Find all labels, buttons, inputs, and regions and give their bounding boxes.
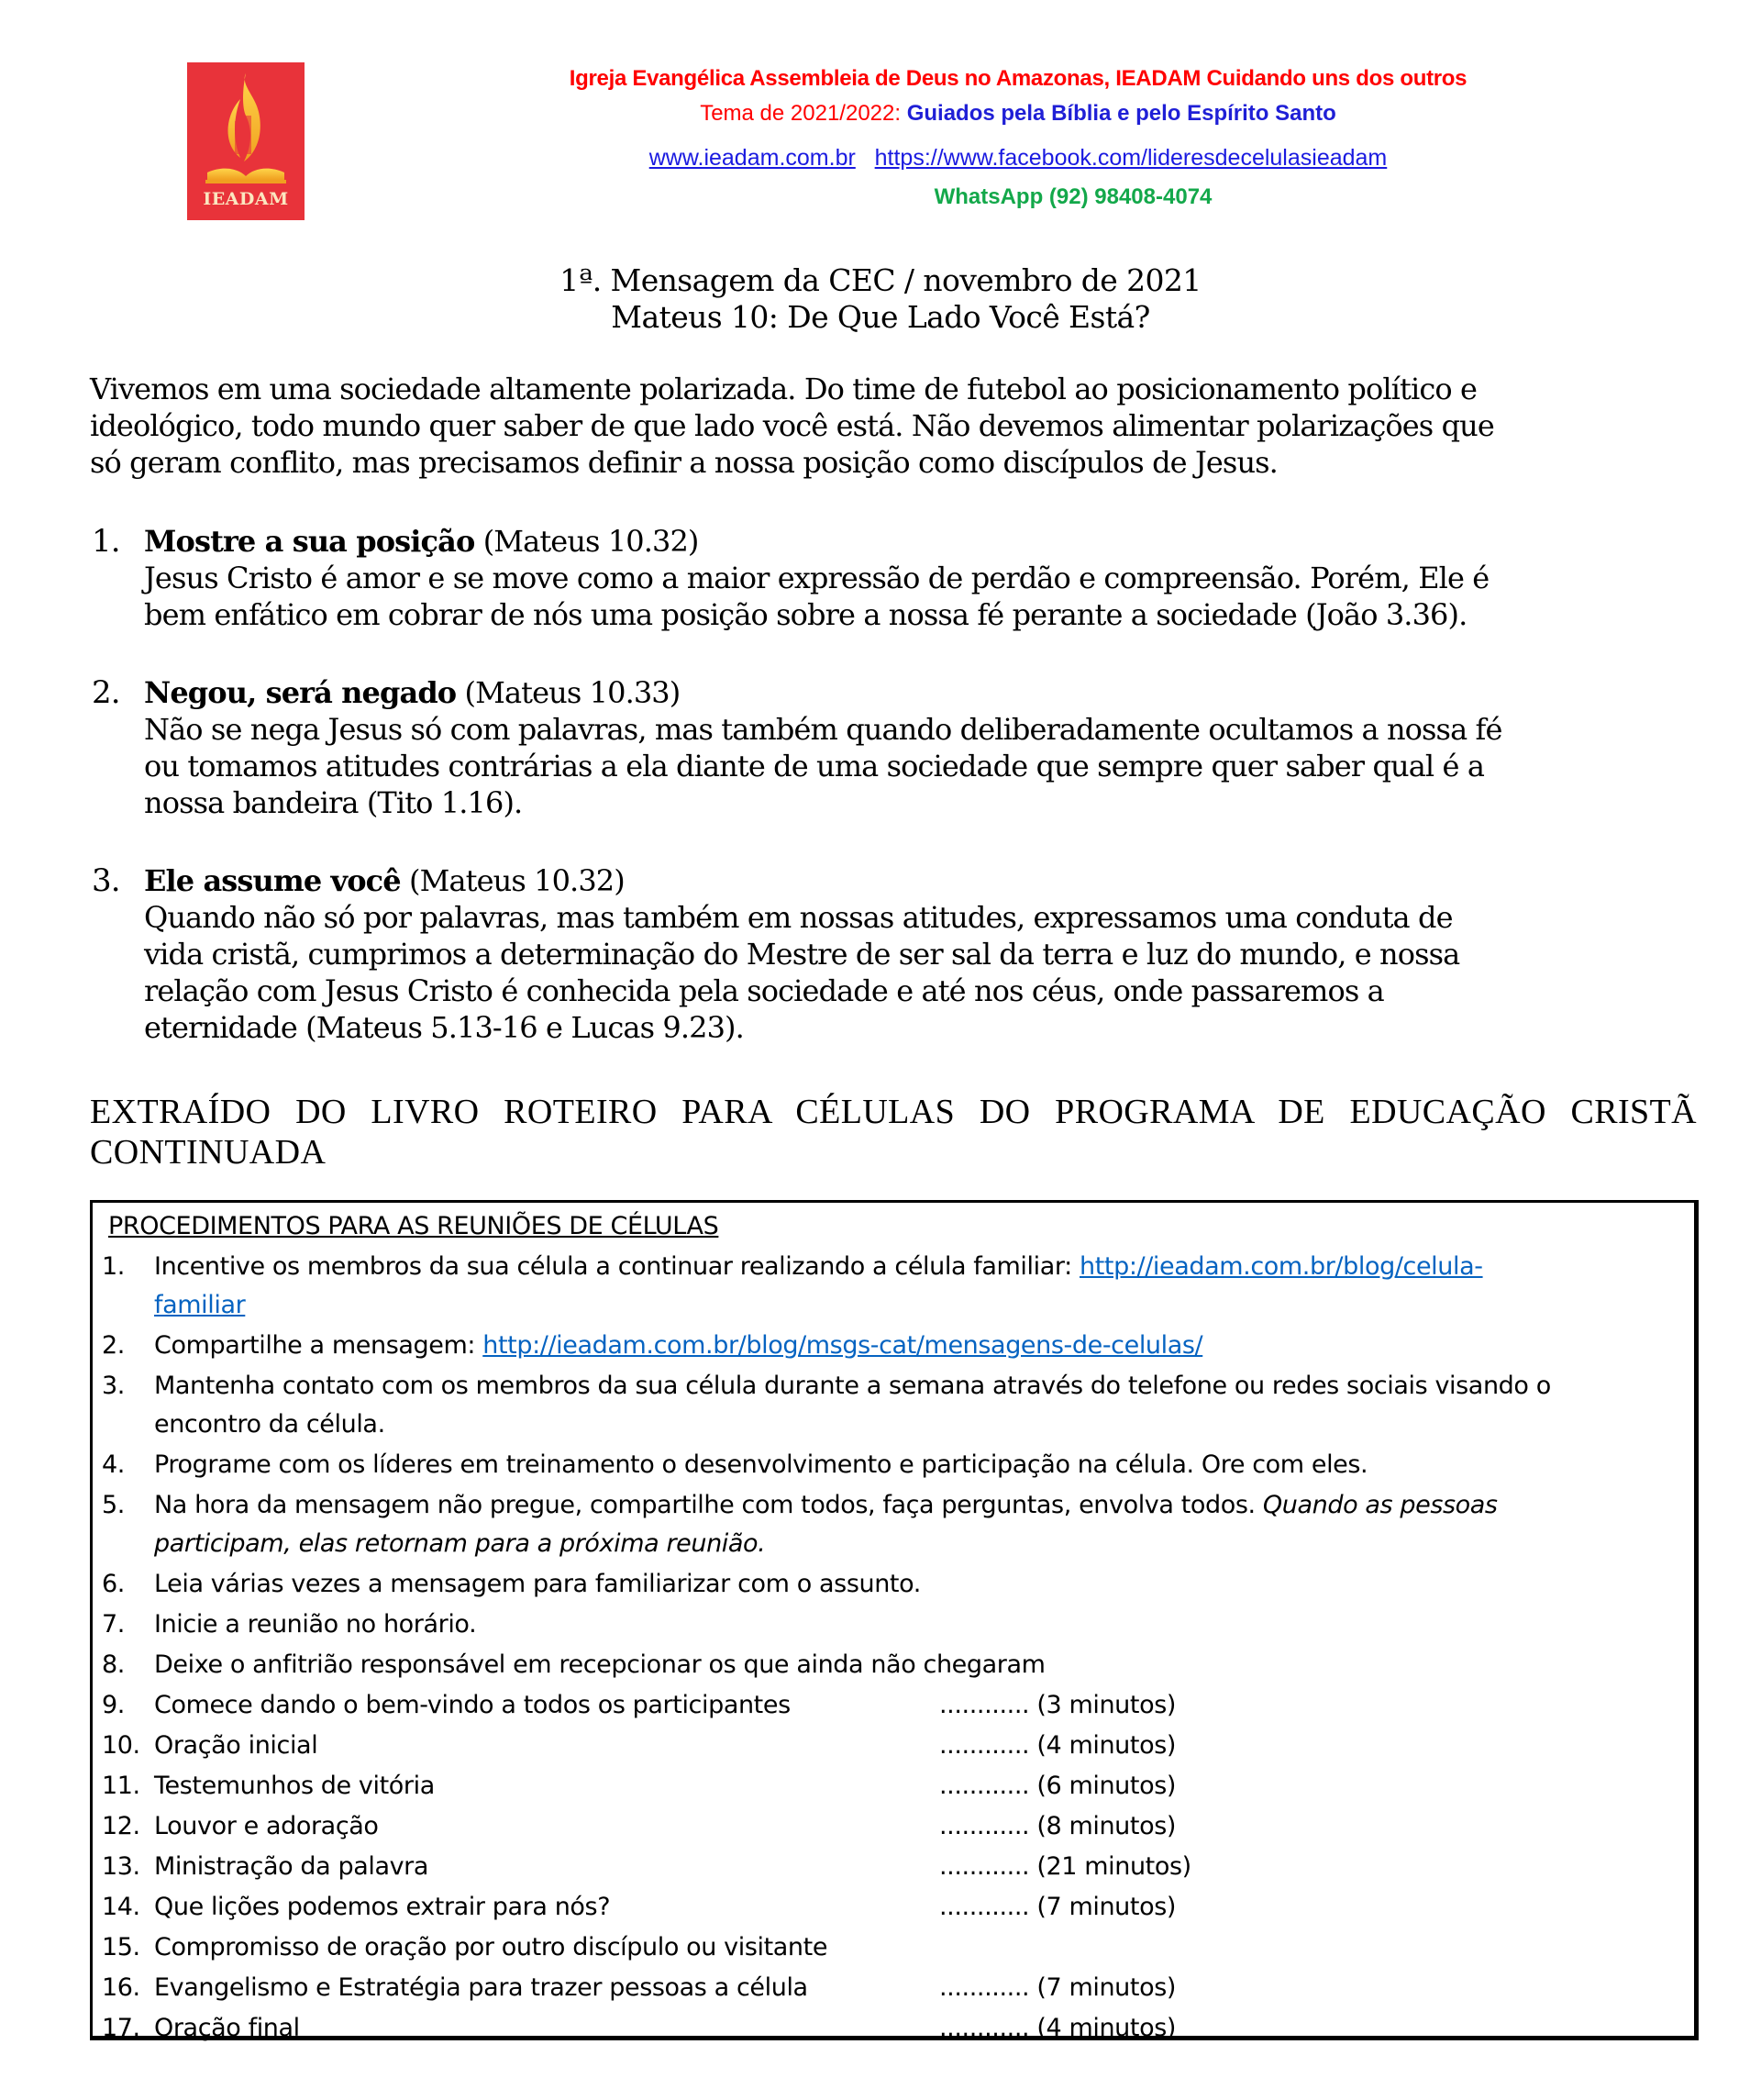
item-text: Leia várias vezes a mensagem para familiarizar com o assunto.: [154, 1570, 921, 1598]
item-text-content: Compartilhe a mensagem:: [154, 1331, 483, 1360]
celula-familiar-link-cont[interactable]: familiar: [154, 1291, 246, 1319]
point-body: [144, 899, 1459, 1046]
point-line: Quando não só por palavras, mas também em nossas atitudes, expressamos uma conduta de: [144, 900, 1453, 935]
extract-line-1: EXTRAÍDO DO LIVRO ROTEIRO PARA CÉLULAS DO PROGRAMA DE EDUCAÇÃO CRISTÃ: [90, 1093, 1697, 1131]
item-number: 5.: [102, 1491, 125, 1519]
intro-line: Vivemos em uma sociedade altamente polarizada. Do time de futebol ao posicionamento político e: [90, 372, 1478, 406]
item-number: 10.: [102, 1731, 140, 1760]
point-reference: (Mateus 10.32): [400, 863, 625, 898]
item-text-content: Na hora da mensagem não pregue, compartilhe com todos, faça perguntas, envolva todos.: [154, 1491, 1263, 1519]
point-number: 3.: [92, 862, 120, 899]
item-duration: ............ (7 minutos): [939, 1893, 1177, 1921]
item-text: Louvor e adoração: [154, 1812, 379, 1840]
item-number: 2.: [102, 1331, 125, 1360]
point-reference: (Mateus 10.32): [474, 524, 699, 559]
item-number: 7.: [102, 1610, 125, 1639]
theme-value: Guiados pela Bíblia e pelo Espírito Santo: [906, 101, 1336, 126]
procedures-box: [90, 1200, 1699, 2040]
item-text: [154, 1326, 1202, 1366]
item-number: 1.: [102, 1252, 125, 1281]
item-text: Programe com os líderes em treinamento o desenvolvimento e participação na célula. Ore com eles.: [154, 1450, 1368, 1479]
point-heading-bold: Ele assume você: [144, 863, 401, 898]
item-text: Mantenha contato com os membros da sua célula durante a semana através do telefone ou redes sociais visando o: [154, 1372, 1551, 1400]
item-text: [154, 1247, 1483, 1287]
point-heading: [144, 674, 680, 711]
extract-heading: [90, 1092, 1697, 1172]
item-text: Compromisso de oração por outro discípulo ou visitante: [154, 1933, 828, 1961]
point-body: [144, 711, 1502, 821]
point-line: Não se nega Jesus só com palavras, mas também quando deliberadamente ocultamos a nossa fé: [144, 712, 1502, 747]
intro-line: ideológico, todo mundo quer saber de que lado você está. Não devemos alimentar polarizações que: [90, 408, 1494, 443]
theme-label: Tema de 2021/2022:: [700, 101, 907, 126]
item-text: Inicie a reunião no horário.: [154, 1610, 477, 1639]
point-heading-bold: Negou, será negado: [144, 675, 457, 710]
logo-label: IEADAM: [203, 189, 289, 209]
point-heading: [144, 523, 699, 560]
item-number: 9.: [102, 1691, 125, 1719]
whatsapp-contact: WhatsApp (92) 98408-4074: [934, 184, 1213, 209]
item-duration: ............ (4 minutos): [939, 2014, 1177, 2042]
message-subtitle: Mateus 10: De Que Lado Você Está?: [611, 299, 1150, 335]
item-italic-text: Quando as pessoas: [1262, 1491, 1498, 1519]
item-text-content: Incentive os membros da sua célula a continuar realizando a célula familiar:: [154, 1252, 1080, 1281]
item-text: Ministração da palavra: [154, 1852, 429, 1881]
point-heading-bold: Mostre a sua posição: [144, 524, 475, 559]
ieadam-logo: [187, 62, 305, 220]
item-number: 13.: [102, 1852, 140, 1881]
item-text: encontro da célula.: [154, 1410, 385, 1439]
item-duration: ............ (3 minutos): [939, 1691, 1177, 1719]
intro-line: só geram conflito, mas precisamos definir a nossa posição como discípulos de Jesus.: [90, 445, 1278, 480]
point-number: 1.: [92, 523, 120, 560]
item-duration: ............ (8 minutos): [939, 1812, 1177, 1840]
item-number: 17.: [102, 2014, 140, 2042]
celula-familiar-link[interactable]: http://ieadam.com.br/blog/celula-: [1080, 1252, 1483, 1281]
point-line: Jesus Cristo é amor e se move como a maior expressão de perdão e compreensão. Porém, Ele é: [144, 561, 1490, 595]
item-text: Oração inicial: [154, 1731, 318, 1760]
church-name: Igreja Evangélica Assembleia de Deus no Amazonas, IEADAM Cuidando uns dos outros: [569, 66, 1468, 91]
point-line: relação com Jesus Cristo é conhecida pela sociedade e até nos céus, onde passaremos a: [144, 973, 1384, 1008]
item-number: 16.: [102, 1973, 140, 2002]
item-duration: ............ (6 minutos): [939, 1772, 1177, 1800]
item-number: 15.: [102, 1933, 140, 1961]
facebook-link[interactable]: https://www.facebook.com/lideresdecelulasieadam: [874, 145, 1388, 171]
extract-line-2: CONTINUADA: [90, 1133, 327, 1172]
point-number: 2.: [92, 674, 120, 711]
procedures-title: PROCEDIMENTOS PARA AS REUNIÕES DE CÉLULAS: [108, 1212, 719, 1240]
item-text: [154, 1485, 1498, 1526]
message-title: 1ª. Mensagem da CEC / novembro de 2021: [559, 262, 1202, 298]
point-line: vida cristã, cumprimos a determinação do Mestre de ser sal da terra e luz do mundo, e nossa: [144, 937, 1460, 972]
point-reference: (Mateus 10.33): [456, 675, 681, 710]
item-italic-text: participam, elas retornam para a próxima reunião.: [154, 1529, 766, 1558]
point-line: nossa bandeira (Tito 1.16).: [144, 785, 523, 820]
item-text: Que lições podemos extrair para nós?: [154, 1893, 611, 1921]
point-body: [144, 560, 1489, 633]
item-text: Testemunhos de vitória: [154, 1772, 435, 1800]
point-line: bem enfático em cobrar de nós uma posição sobre a nossa fé perante a sociedade (João 3.36).: [144, 597, 1468, 632]
item-number: 11.: [102, 1772, 140, 1800]
item-number: 3.: [102, 1372, 125, 1400]
item-number: 8.: [102, 1650, 125, 1679]
item-duration: ............ (21 minutos): [939, 1852, 1191, 1881]
item-number: 14.: [102, 1893, 140, 1921]
item-number: 6.: [102, 1570, 125, 1598]
item-number: 4.: [102, 1450, 125, 1479]
item-text: [154, 1524, 765, 1564]
item-duration: ............ (4 minutos): [939, 1731, 1177, 1760]
point-line: ou tomamos atitudes contrárias a ela diante de uma sociedade que sempre quer saber qual é a: [144, 749, 1485, 783]
item-text: Evangelismo e Estratégia para trazer pessoas a célula: [154, 1973, 808, 2002]
website-link[interactable]: www.ieadam.com.br: [648, 145, 856, 171]
item-duration: ............ (7 minutos): [939, 1973, 1177, 2002]
item-text: Oração final: [154, 2014, 300, 2042]
item-text: Comece dando o bem-vindo a todos os participantes: [154, 1691, 791, 1719]
item-number: 12.: [102, 1812, 140, 1840]
item-text: [154, 1285, 245, 1326]
mensagens-celulas-link[interactable]: http://ieadam.com.br/blog/msgs-cat/mensagens-de-celulas/: [482, 1331, 1203, 1360]
links-line: [514, 145, 1523, 172]
point-heading: [144, 862, 625, 899]
point-line: eternidade (Mateus 5.13-16 e Lucas 9.23).: [144, 1010, 744, 1045]
item-text: Deixe o anfitrião responsável em recepcionar os que ainda não chegaram: [154, 1650, 1046, 1679]
intro-paragraph: [90, 371, 1494, 481]
theme-line: [514, 101, 1523, 127]
